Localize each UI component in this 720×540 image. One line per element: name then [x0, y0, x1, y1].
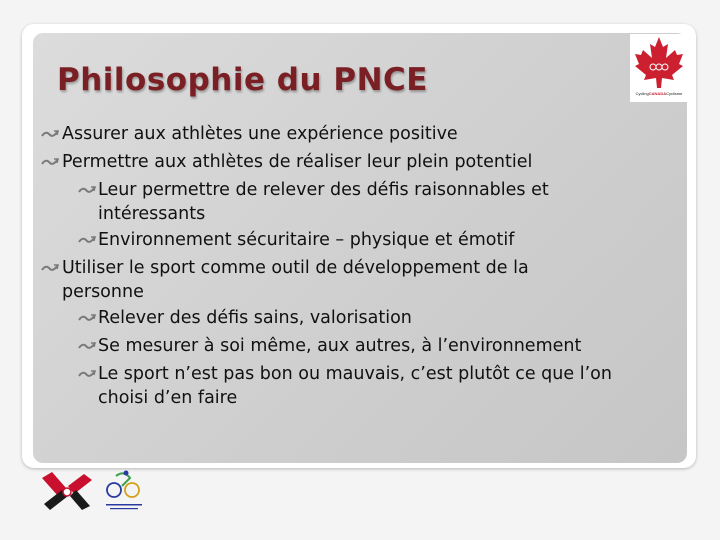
- bullet-text-continued: choisi d’en faire: [98, 388, 238, 408]
- bullet-text: Permettre aux athlètes de réaliser leur plein potentiel: [62, 152, 533, 172]
- bullet-text: Relever des défis sains, valorisation: [98, 308, 412, 328]
- bullet-item: [40, 148, 690, 176]
- bullet-item: [40, 332, 690, 360]
- bullet-item: [40, 176, 690, 226]
- bullet-text-continued: personne: [62, 282, 144, 302]
- bullet-text: Environnement sécuritaire – physique et émotif: [98, 230, 515, 250]
- bullet-item: [40, 120, 690, 148]
- bullet-item: [40, 304, 690, 332]
- bullet-text: Assurer aux athlètes une expérience positive: [62, 124, 458, 144]
- bullet-text: Utiliser le sport comme outil de développement de la: [62, 258, 529, 278]
- bullet-list: [40, 120, 690, 410]
- logo-caption-part1: Cycling: [635, 91, 649, 96]
- bullet-item: [40, 360, 690, 410]
- wave-bullet-icon: [77, 226, 97, 254]
- bullet-item: [40, 226, 690, 254]
- slide-title: Philosophie du PNCE: [57, 62, 428, 98]
- bullet-text: Le sport n’est pas bon ou mauvais, c’est plutôt ce que l’on: [98, 364, 612, 384]
- wave-bullet-icon: [77, 332, 97, 360]
- cyclist-logo: [100, 468, 148, 512]
- wave-bullet-icon: [40, 120, 60, 148]
- bullet-item: [40, 254, 690, 304]
- maple-leaf-logo: [630, 34, 688, 102]
- wave-bullet-icon: [77, 176, 97, 204]
- maple-leaf-icon: [630, 34, 688, 90]
- logo-caption: [630, 91, 688, 97]
- wave-bullet-icon: [40, 254, 60, 282]
- bullet-text: Se mesurer à soi même, aux autres, à l’environnement: [98, 336, 582, 356]
- wave-bullet-icon: [77, 304, 97, 332]
- logo-caption-part3: Cyclisme: [666, 91, 683, 96]
- logo-caption-part2: CANADA: [648, 91, 667, 96]
- coaching-association-logo: [38, 466, 96, 512]
- wave-bullet-icon: [77, 360, 97, 388]
- wave-bullet-icon: [40, 148, 60, 176]
- bullet-text: Leur permettre de relever des défis raisonnables et: [98, 180, 549, 200]
- bullet-text-continued: intéressants: [98, 204, 206, 224]
